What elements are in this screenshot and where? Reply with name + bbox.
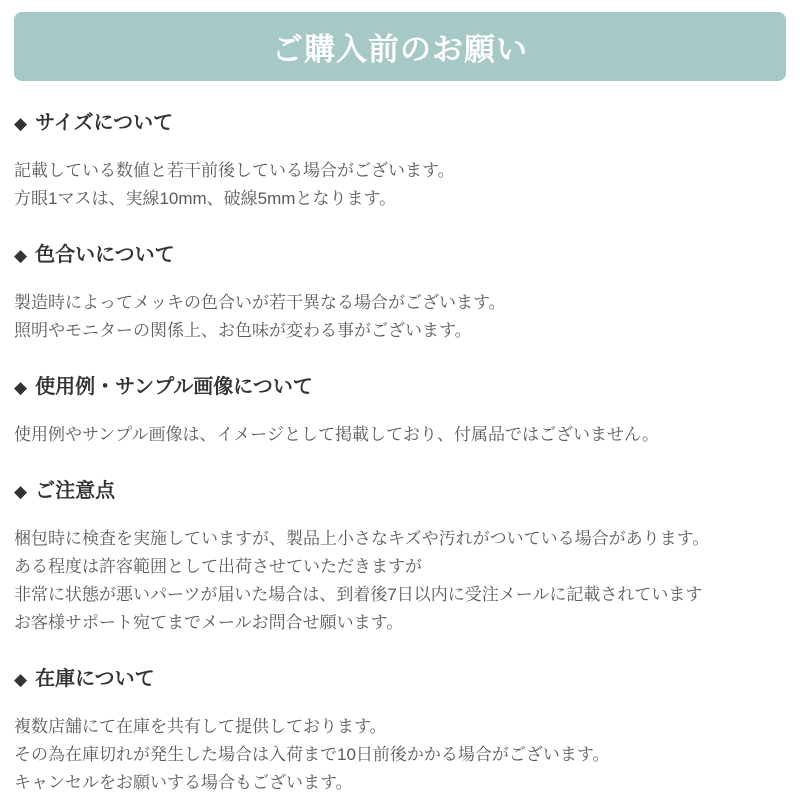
section-color [14,243,786,345]
notice-banner-title: ご購入前のお願い [272,32,528,67]
body-line: 非常に状態が悪いパーツが届いた場合は、到着後7日以内に受注メールに記載されています [14,585,703,604]
section-body [14,525,786,637]
diamond-bullet-icon: ◆ [14,482,28,501]
body-line: 使用例やサンプル画像は、イメージとして掲載しており、付属品ではございません。 [14,425,659,444]
diamond-bullet-icon: ◆ [14,114,28,133]
section-heading [14,479,786,504]
body-line: 方眼1マスは、実線10mm、破線5mmとなります。 [14,189,397,208]
section-heading [14,375,786,400]
section-heading [14,667,786,692]
body-line: その為在庫切れが発生した場合は入荷まで10日前後かかる場合がございます。 [14,745,610,764]
body-line: 製造時によってメッキの色合いが若干異なる場合がございます。 [14,293,506,312]
section-body [14,713,786,797]
body-line: お客様サポート宛てまでメールお問合せ願います。 [14,613,404,632]
diamond-bullet-icon: ◆ [14,246,28,265]
section-sample-images [14,375,786,449]
body-line: 照明やモニターの関係上、お色味が変わる事がございます。 [14,321,472,340]
section-body [14,289,786,345]
body-line: 梱包時に検査を実施していますが、製品上小さなキズや汚れがついている場合があります。 [14,529,710,548]
section-cautions [14,479,786,637]
section-heading [14,111,786,136]
section-size [14,111,786,213]
body-line: ある程度は許容範囲として出荷させていただきますが [14,557,422,576]
section-stock [14,667,786,797]
section-heading-label: ご注意点 [35,480,116,502]
section-body [14,421,786,449]
section-heading [14,243,786,268]
notice-content [0,111,800,797]
section-body [14,157,786,213]
body-line: 記載している数値と若干前後している場合がございます。 [14,161,455,180]
body-line: 複数店舗にて在庫を共有して提供しております。 [14,717,387,736]
notice-banner [14,12,786,81]
section-heading-label: 色合いについて [35,244,175,266]
diamond-bullet-icon: ◆ [14,378,28,397]
body-line: キャンセルをお願いする場合もございます。 [14,773,353,792]
section-heading-label: 使用例・サンプル画像について [35,376,313,398]
section-heading-label: サイズについて [35,112,174,134]
diamond-bullet-icon: ◆ [14,670,28,689]
section-heading-label: 在庫について [35,668,155,690]
